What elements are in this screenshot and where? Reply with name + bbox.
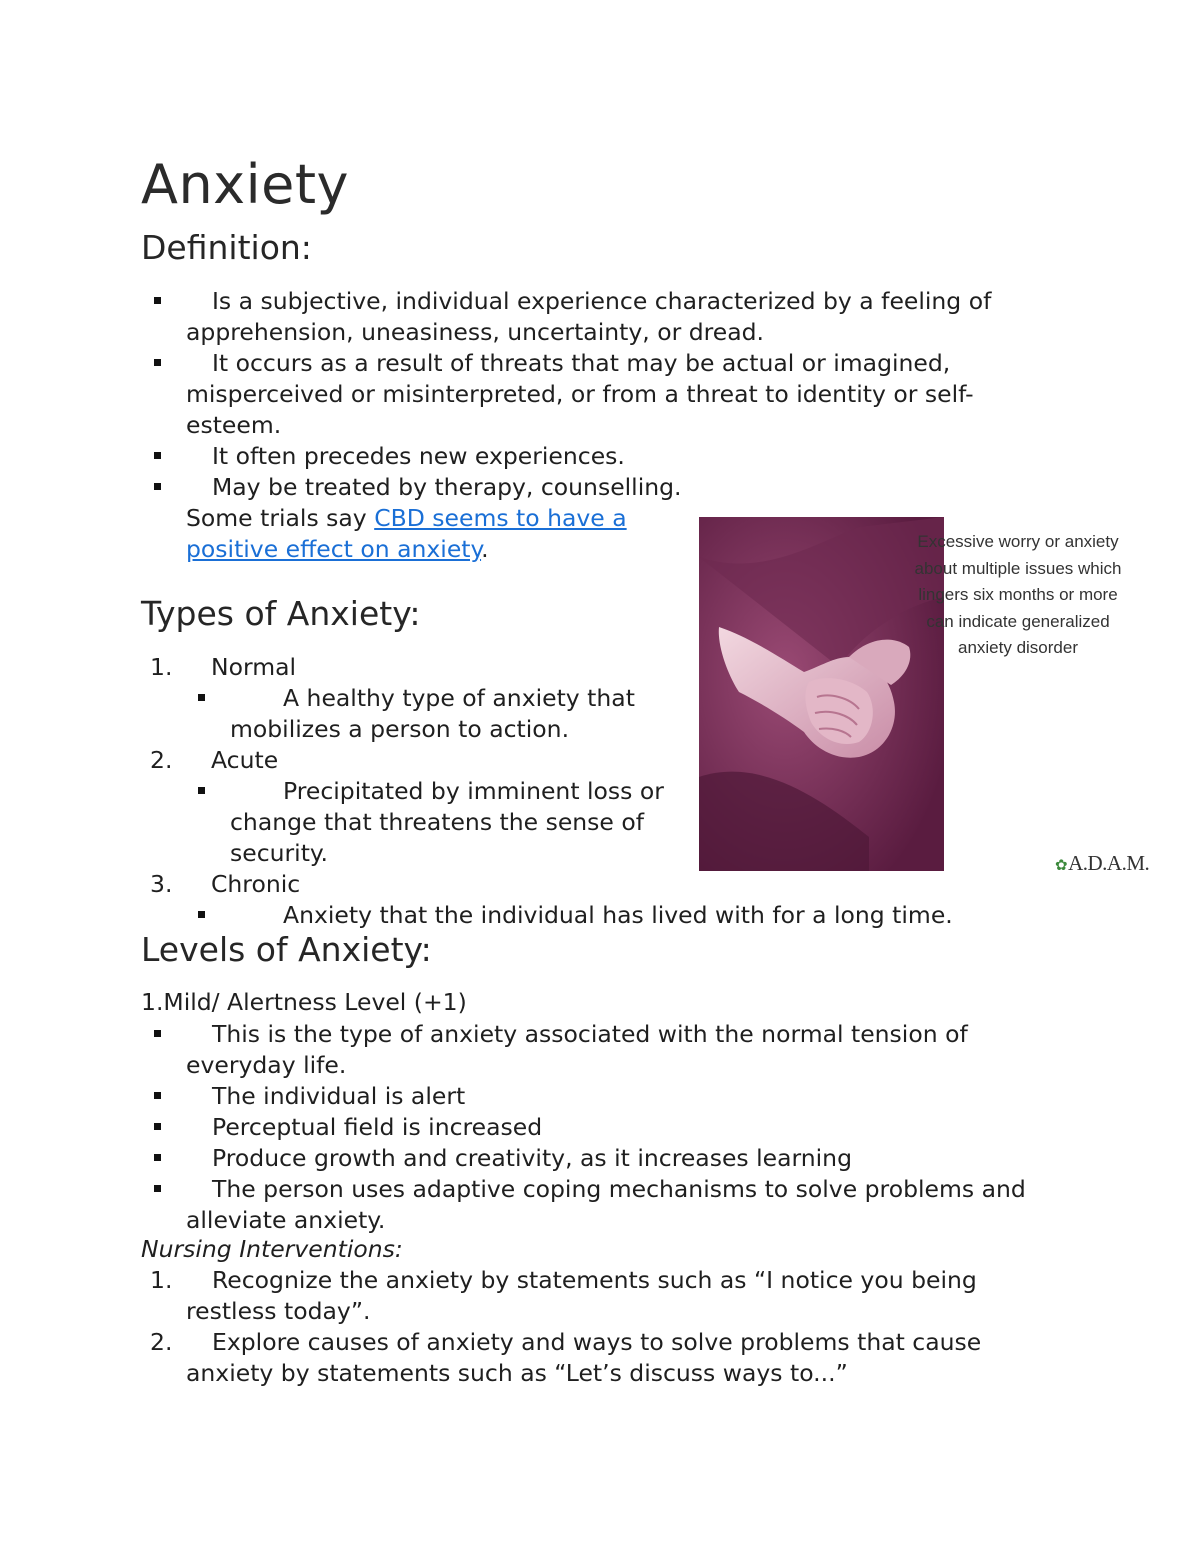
list-item: Is a subjective, individual experience characterized by a feeling of apprehension, uneasiness, uncertainty, or dread. [186, 287, 992, 346]
levels-heading: Levels of Anxiety: [141, 930, 432, 969]
list-item: It often precedes new experiences. [212, 442, 625, 470]
list-item: This is the type of anxiety associated with the normal tension of everyday life. [186, 1020, 968, 1079]
leaf-icon: ✿ [1055, 858, 1068, 874]
nursing-item: 2. Explore causes of anxiety and ways to solve problems that cause anxiety by statements such as “Let’s discuss ways to...” [141, 1327, 1061, 1389]
level1-title: 1.Mild/ Alertness Level (+1) [141, 988, 467, 1016]
item-number: 2. [150, 1328, 173, 1356]
type-desc: A healthy type of anxiety that mobilizes a person to action. [230, 684, 635, 743]
item-number: 3. [150, 870, 173, 898]
nursing-list [141, 1265, 1061, 1389]
list-item: Perceptual field is increased [212, 1113, 543, 1141]
definition-heading: Definition: [141, 228, 312, 267]
list-item: The person uses adaptive coping mechanisms to solve problems and alleviate anxiety. [186, 1175, 1026, 1234]
page-title: Anxiety [141, 153, 349, 216]
type-label: Chronic [211, 870, 301, 898]
type-label: Acute [211, 746, 279, 774]
level1-list [141, 1019, 1061, 1236]
types-heading: Types of Anxiety: [141, 594, 421, 633]
cbd-link[interactable]: CBD seems to have a positive effect on anxiety [186, 504, 627, 563]
item-number: 1. [150, 653, 173, 681]
type-item [141, 869, 1061, 931]
item-number: 1. [150, 1266, 173, 1294]
item-number: 2. [150, 746, 173, 774]
figure-caption: Excessive worry or anxiety about multiple issues which lingers six months or more can indicate generalized anxiety disorder [914, 532, 1122, 657]
type-desc: Precipitated by imminent loss or change that threatens the sense of security. [230, 777, 664, 867]
adam-logo: ✿A.D.A.M. [1055, 851, 1150, 875]
type-label: Normal [211, 653, 297, 681]
nursing-item: 1. Recognize the anxiety by statements such as “I notice you being restless today”. [141, 1265, 1061, 1327]
type-desc: Anxiety that the individual has lived with for a long time. [283, 901, 953, 929]
anxiety-figure [699, 517, 1150, 875]
list-item: Produce growth and creativity, as it increases learning [212, 1144, 852, 1172]
list-item: It occurs as a result of threats that may be actual or imagined, misperceived or misinterpreted, or from a threat to identity or self-esteem. [186, 349, 974, 439]
nursing-interventions-heading: Nursing Interventions: [141, 1235, 403, 1263]
list-item: May be treated by therapy, counselling. Some trials say CBD seems to have a positive effect on anxiety. [186, 473, 682, 563]
list-item: The individual is alert [212, 1082, 466, 1110]
